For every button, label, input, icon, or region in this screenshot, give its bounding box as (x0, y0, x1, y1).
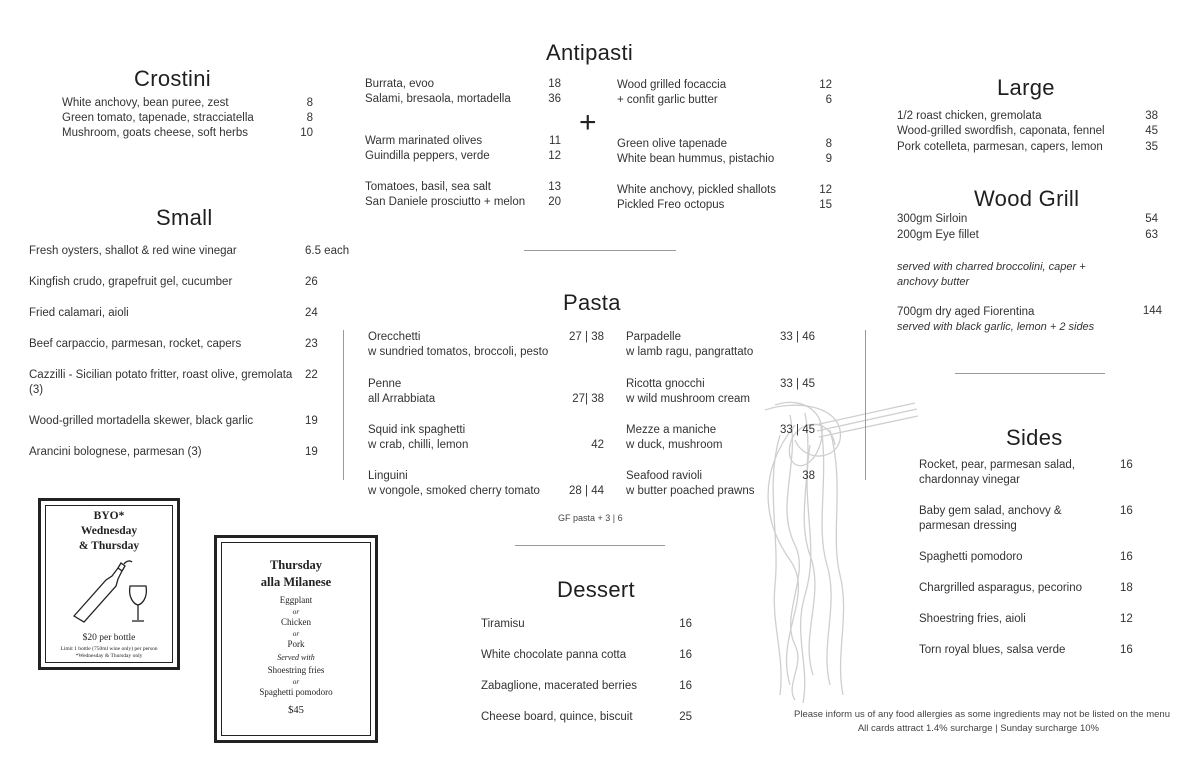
pasta-right-dish-name: Ricotta gnocchi (626, 378, 705, 390)
crostini-item-price: 10 (300, 127, 313, 139)
pasta-left-dish-price: 28 | 44 (569, 485, 604, 497)
sides-item-price: 16 (1120, 551, 1133, 563)
antipasti-right-item-price: 12 (819, 79, 832, 91)
milanese-title-1: Thursday (269, 558, 323, 572)
pasta-right-dish-price: 33 | 45 (780, 424, 815, 436)
crostini-item-name: Green tomato, tapenade, stracciatella (62, 112, 254, 124)
crostini-item-name: Mushroom, goats cheese, soft herbs (62, 127, 249, 139)
small-item-name: Fresh oysters, shallot & red wine vinegar (29, 245, 237, 257)
antipasti-right-item-name: Wood grilled focaccia (617, 79, 727, 91)
byo-card (38, 498, 180, 670)
pasta-divider (515, 545, 665, 546)
small-item-price: 19 (305, 415, 318, 427)
pasta-left-dish-name: Squid ink spaghetti (368, 424, 466, 436)
small-item-price: 22 (305, 369, 318, 381)
wood-grill-item-name: 300gm Sirloin (897, 213, 968, 225)
wood-grill-heading: Wood Grill (974, 186, 1080, 211)
small-item-price: 24 (305, 307, 318, 319)
sides-item-name: Spaghetti pomodoro (919, 551, 1023, 563)
dessert-item-name: Cheese board, quince, biscuit (481, 711, 633, 723)
sides-item-name: Shoestring fries, aioli (919, 613, 1026, 625)
pasta-right-dish-price: 33 | 46 (780, 331, 815, 343)
milanese-price: $45 (288, 705, 304, 716)
byo-day-2: & Thursday (78, 540, 140, 552)
small-item-name: Arancini bolognese, parmesan (3) (29, 446, 202, 458)
small-item-price: 26 (305, 276, 318, 288)
byo-price: $20 per bottle (82, 633, 136, 643)
antipasti-right-item-price: 15 (819, 199, 832, 211)
antipasti-right-item-name: White bean hummus, pistachio (617, 153, 775, 165)
fiorentina-name: 700gm dry aged Fiorentina (897, 306, 1035, 318)
pasta-right-dish-name: Seafood ravioli (626, 470, 703, 482)
antipasti-left-item-price: 18 (548, 78, 561, 90)
large-item-name: Wood-grilled swordfish, caponata, fennel (897, 125, 1105, 137)
small-item-price: 23 (305, 338, 318, 350)
antipasti-heading: Antipasti (546, 40, 634, 65)
antipasti-divider (524, 250, 676, 251)
pasta-heading: Pasta (563, 290, 621, 315)
sides-item-name: Torn royal blues, salsa verde (919, 644, 1066, 656)
dessert-item-price: 25 (679, 711, 692, 723)
pasta-right-dish-price: 33 | 45 (780, 378, 815, 390)
sides-heading: Sides (1006, 425, 1063, 450)
pasta-right-border (865, 330, 866, 480)
small-item-price: 19 (305, 446, 318, 458)
pasta-right-dish-name: Parpadelle (626, 331, 681, 343)
milanese-side-spaghetti: Spaghetti pomodoro (259, 687, 333, 697)
large-item-name: Pork cotelleta, parmesan, capers, lemon (897, 141, 1103, 153)
wood-grill-served-note: served with charred broccolini, caper + anchovy butter (897, 261, 1086, 288)
antipasti-right-item-name: Pickled Freo octopus (617, 199, 725, 211)
milanese-title-2: alla Milanese (260, 575, 332, 589)
small-item-name: Fried calamari, aioli (29, 307, 129, 319)
pasta-left-dish-description: w vongole, smoked cherry tomato (368, 485, 540, 497)
wine-bottle-glass-icon (66, 558, 152, 628)
wood-grill-item-name: 200gm Eye fillet (897, 229, 979, 241)
wood-grill-item-price: 63 (1145, 229, 1158, 241)
dessert-item-price: 16 (679, 618, 692, 630)
antipasti-right-item-name: Green olive tapenade (617, 138, 727, 150)
antipasti-right-item-price: 9 (825, 153, 832, 165)
pasta-right-dish-description: w butter poached prawns (626, 485, 755, 497)
pasta-left-dish-price: 42 (591, 439, 604, 451)
sides-item-price: 18 (1120, 582, 1133, 594)
antipasti-right-item-price: 8 (825, 138, 832, 150)
antipasti-left-item-name: San Daniele prosciutto + melon (365, 196, 526, 208)
pasta-right-dish-price: 38 (802, 470, 815, 482)
dessert-item-name: Tiramisu (481, 618, 525, 630)
plus-divider: + (579, 106, 597, 139)
small-item-name: Wood-grilled mortadella skewer, black garlic (29, 415, 254, 427)
large-item-price: 35 (1145, 141, 1158, 153)
wood-grill-divider (955, 373, 1105, 374)
antipasti-left-item-price: 11 (549, 135, 561, 147)
sides-item-price: 16 (1120, 644, 1133, 656)
antipasti-left-item-name: Burrata, evoo (365, 78, 435, 90)
pasta-left-border (343, 330, 344, 480)
small-item-name: Beef carpaccio, parmesan, rocket, capers (29, 338, 242, 350)
antipasti-left-item-name: Guindilla peppers, verde (365, 150, 490, 162)
milanese-or-3: or (292, 677, 300, 686)
gf-pasta-note: GF pasta + 3 | 6 (558, 513, 623, 523)
pasta-left-dish-name: Orecchetti (368, 331, 421, 343)
pasta-right-dish-description: w wild mushroom cream (626, 393, 750, 405)
milanese-option-chicken: Chicken (281, 617, 311, 627)
antipasti-right-item-price: 6 (825, 94, 832, 106)
sides-item-price: 16 (1120, 505, 1133, 517)
dessert-item-price: 16 (679, 680, 692, 692)
pasta-left-dish-description: w sundried tomatos, broccoli, pesto (368, 346, 549, 358)
antipasti-left-item-price: 13 (548, 181, 561, 193)
sides-item-price: 12 (1120, 613, 1133, 625)
milanese-card (214, 535, 378, 743)
fiorentina-note: served with black garlic, lemon + 2 sides (897, 321, 1095, 333)
sides-item-name: Chargrilled asparagus, pecorino (919, 582, 1083, 594)
allergy-notice: Please inform us of any food allergies as some ingredients may not be listed on the menu (794, 709, 1170, 720)
milanese-side-fries: Shoestring fries (267, 665, 325, 675)
small-heading: Small (156, 205, 213, 230)
pasta-left-dish-price: 27| 38 (572, 393, 604, 405)
byo-title: BYO* (93, 510, 125, 522)
crostini-item-price: 8 (306, 97, 313, 109)
antipasti-left-item-price: 36 (548, 93, 561, 105)
pasta-left-dish-price: 27 | 38 (569, 331, 604, 343)
large-item-name: 1/2 roast chicken, gremolata (897, 110, 1042, 122)
dessert-heading: Dessert (557, 577, 635, 602)
antipasti-right-item-price: 12 (819, 184, 832, 196)
pasta-left-dish-name: Penne (368, 378, 402, 390)
small-item-price: 6.5 each (305, 245, 350, 257)
pasta-left-dish-description: w crab, chilli, lemon (368, 439, 469, 451)
milanese-served-with: Served with (277, 653, 315, 662)
crostini-heading: Crostini (134, 66, 211, 91)
dessert-item-name: White chocolate panna cotta (481, 649, 627, 661)
pasta-left-dish-description: all Arrabbiata (368, 393, 436, 405)
antipasti-right-item-name: White anchovy, pickled shallots (617, 184, 776, 196)
antipasti-left-item-name: Salami, bresaola, mortadella (365, 93, 511, 105)
antipasti-left-item-name: Tomatoes, basil, sea salt (365, 181, 491, 193)
pasta-right-dish-description: w lamb ragu, pangrattato (626, 346, 754, 358)
small-item-name: Kingfish crudo, grapefruit gel, cucumber (29, 276, 233, 288)
surcharge-notice: All cards attract 1.4% surcharge | Sunday surcharge 10% (857, 723, 1099, 734)
crostini-item-price: 8 (306, 112, 313, 124)
antipasti-left-item-name: Warm marinated olives (365, 135, 483, 147)
byo-fine-print-1: Limit 1 bottle (750ml wine only) per person (60, 646, 158, 652)
pasta-left-dish-name: Linguini (368, 470, 408, 482)
byo-fine-print-2: *Wednesday & Thursday only (75, 653, 143, 659)
milanese-option-pork: Pork (287, 639, 305, 649)
byo-day-1: Wednesday (80, 525, 138, 537)
milanese-or-1: or (292, 607, 300, 616)
antipasti-left-item-price: 12 (548, 150, 561, 162)
small-item-name: Cazzilli - Sicilian potato fritter, roast olive, gremolata (3) (29, 369, 293, 396)
crostini-item-name: White anchovy, bean puree, zest (62, 97, 229, 109)
sides-item-name: Rocket, pear, parmesan salad, chardonnay vinegar (919, 459, 1075, 486)
dessert-item-price: 16 (679, 649, 692, 661)
dessert-item-name: Zabaglione, macerated berries (481, 680, 637, 692)
antipasti-left-item-price: 20 (548, 196, 561, 208)
milanese-option-eggplant: Eggplant (279, 595, 313, 605)
antipasti-right-item-name: + confit garlic butter (617, 94, 718, 106)
sides-item-price: 16 (1120, 459, 1133, 471)
wood-grill-item-price: 54 (1145, 213, 1158, 225)
pasta-right-dish-name: Mezze a maniche (626, 424, 717, 436)
large-item-price: 38 (1145, 110, 1158, 122)
fiorentina-price: 144 (1142, 305, 1162, 317)
sides-item-name: Baby gem salad, anchovy & parmesan dressing (919, 505, 1062, 532)
large-item-price: 45 (1145, 125, 1158, 137)
large-heading: Large (997, 75, 1055, 100)
milanese-or-2: or (292, 629, 300, 638)
pasta-right-dish-description: w duck, mushroom (626, 439, 723, 451)
